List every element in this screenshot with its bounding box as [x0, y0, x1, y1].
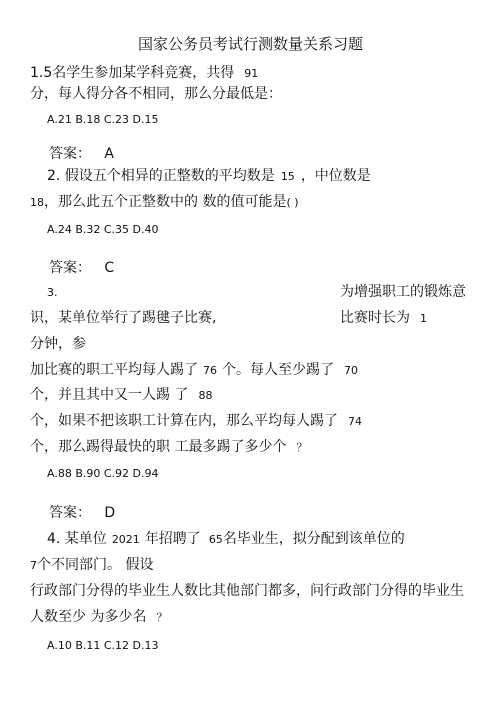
q2-stem-end: ，那么此五个正整数中的 数的值可能是	[44, 194, 287, 210]
q4-stem-b: 年招聘了	[144, 531, 201, 547]
q3-question-mark: ？	[296, 441, 308, 454]
q1-answer: 答案： A	[49, 146, 114, 162]
q2-blank: ( )	[286, 196, 299, 209]
q3-number: 3.	[47, 286, 58, 299]
q3-answer: 答案： D	[49, 505, 116, 521]
q2-stem-median: ，中位数是	[300, 168, 371, 184]
q2-stem-start: 2. 假设五个相异的正整数的平均数是	[47, 168, 275, 184]
q1-total-score: 91	[244, 67, 259, 80]
q1-stem-start: 1.5名学生参加某学科竞赛，共得	[30, 65, 235, 81]
q3-stem-d: 个，如果不把该职工计算在内，那么平均每人踢了	[30, 413, 338, 429]
q4-line-3: 行政部门分得的毕业生人数比其他部门都多，问行政部门分得的毕业生	[30, 583, 464, 599]
q4-stem-d: 个不同部门。 假设	[37, 557, 154, 573]
q3-line-5	[30, 388, 212, 402]
q3-line-3: 分钟，参	[30, 336, 86, 352]
q4-year: 2021	[111, 533, 140, 546]
q2-line-2	[30, 195, 299, 209]
q1-line-2: 分，每人得分各不相同，那么分最低是：	[30, 86, 282, 102]
q3-line-6	[30, 414, 362, 428]
q3-max-value: 88	[198, 389, 213, 402]
q1-options: A.21 B.18 C.23 D.15	[47, 113, 159, 126]
q3-stem-e: 个，那么踢得最快的职 工最多踢了多少个	[30, 439, 287, 455]
q4-line-4	[30, 610, 167, 624]
q4-options: A.10 B.11 C.12 D.13	[47, 639, 159, 652]
q3-line-2-right	[340, 311, 427, 325]
q4-graduates-count: 65	[208, 533, 223, 546]
q3-stem-c: 个，并且其中又一人踢 了	[30, 387, 189, 403]
q3-line-7	[30, 440, 307, 454]
q4-stem-a: 4. 某单位	[47, 531, 107, 547]
q2-answer: 答案： C	[49, 260, 115, 276]
q4-line-2	[30, 558, 153, 572]
q2-options: A.24 B.32 C.35 D.40	[47, 223, 159, 236]
q3-average-value: 76	[203, 364, 217, 377]
q1-line-1	[30, 66, 258, 80]
q2-median-value: 18	[30, 196, 44, 209]
q3-line-2-left: 识，某单位举行了踢毽子比赛,	[30, 310, 217, 326]
q3-minimum-value: 70	[344, 364, 358, 377]
q4-department-count: 7	[30, 559, 37, 572]
q3-options: A.88 B.90 C.92 D.94	[47, 467, 159, 480]
q3-duration-value: 1	[420, 312, 427, 325]
q3-line-1-right: 为增强职工的锻炼意	[340, 284, 466, 300]
q3-line-4	[30, 363, 358, 377]
q4-stem-c: 名毕业生，拟分配到该单位的	[222, 531, 405, 547]
q4-stem-e: 人数至少 为多少名	[30, 609, 147, 625]
q4-line-1	[47, 532, 405, 546]
q3-stem-a: 加比赛的职工平均每人踢了	[30, 362, 198, 378]
q2-line-1	[47, 169, 371, 183]
q3-duration-label: 比赛时长为	[340, 310, 410, 326]
q2-average: 15	[280, 170, 295, 183]
page-title: 国家公务员考试行测数量关系习题	[138, 35, 364, 53]
q3-new-average-value: 74	[348, 415, 362, 428]
q4-question-mark: ？	[156, 611, 168, 624]
q3-stem-b: 个。每人至少踢了	[222, 362, 334, 378]
